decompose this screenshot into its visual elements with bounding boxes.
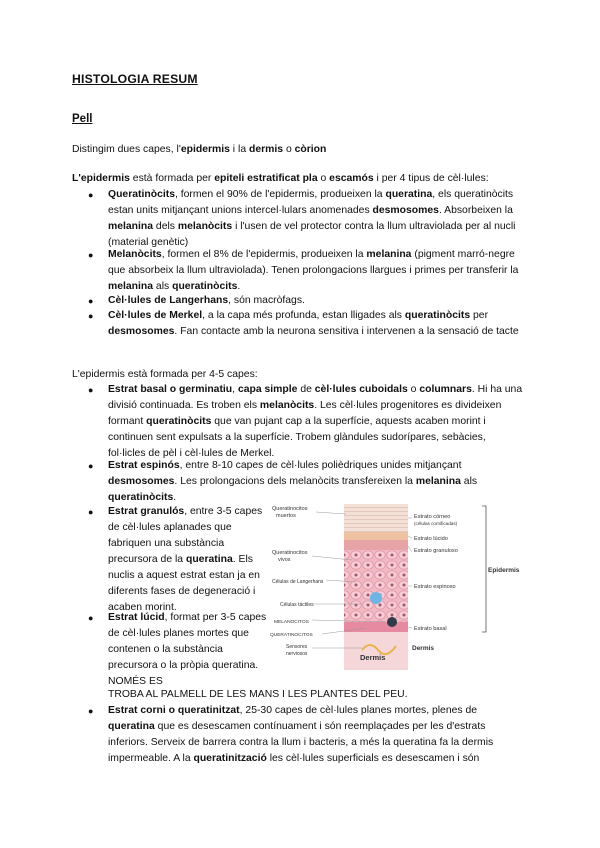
label-keratinocytes-dead-2: muertos xyxy=(276,513,296,519)
label-stratum-basale: Estrato basal xyxy=(414,626,447,632)
list-item-melanocits: ● Melanòcits, formen el 8% de l'epidermis, produeixen la melanina (pigment marró-negre que absorbeix la llum ultraviolada). Tenen prolongacions llargues i primes per transferir la melanina als queratinòcits. xyxy=(88,249,519,292)
label-stratum-spinosum: Estrato espinoso xyxy=(414,584,456,590)
bullet-icon: ● xyxy=(88,706,94,716)
melanocyte-icon xyxy=(387,617,397,627)
label-dermis-right: Dermis xyxy=(412,645,435,652)
epidermis-diagram xyxy=(266,500,528,674)
langerhans-cell-icon xyxy=(370,592,382,604)
stratum-basale-layer xyxy=(344,622,408,632)
label-keratinocytes-alive: Queratinocitos xyxy=(272,550,308,556)
label-keratinocytes-dead: Queratinocitos xyxy=(272,506,308,512)
label-melanocytes: MELANOCITOS xyxy=(274,620,309,625)
stratum-corneum-layer xyxy=(344,504,408,532)
label-stratum-corneum: Estrato córneo xyxy=(414,514,451,520)
section-heading: Pell xyxy=(72,113,93,125)
label-langerhans: Células de Langerhans xyxy=(272,579,324,585)
label-nerve-sensors-2: nerviosos xyxy=(286,651,308,657)
list-item-estrat-granulos: ● Estrat granulós, entre 3-5 capes de cèl·lules aplanades que fabriquen una substància precursora de la queratina. Els nuclis a aquest estrat estan ja en diferents fases de degeneració i acaben morint. xyxy=(88,506,263,613)
list-item-merkel: ● Cèl·lules de Merkel, a la capa més profunda, estan lligades als queratinòcits per desmosomes. Fan contacte amb la neurona sensitiva i intervenen a la sensació de tacte xyxy=(88,310,519,337)
list-item-queratinocits: ● Queratinòcits, formen el 90% de l'epidermis, produeixen la queratina, els queratinòcits estan units mitjançant unions intercel·lulars anomenades desmosomes. Absorbeixen la melanina dels melanòcits i l'usen de vel protector contra la llum ultraviolada per al nucli (material genètic) xyxy=(88,189,516,248)
bullet-icon: ● xyxy=(88,385,94,395)
list-item-estrat-lucid: ● Estrat lúcid, format per 3-5 capes de cèl·lules planes mortes que contenen o la substància precursora o la pròpia queratina. NOMÉS ES xyxy=(88,612,267,687)
bullet-icon: ● xyxy=(88,507,94,517)
epidermis-intro: L'epidermis està formada per epiteli estratificat pla o escamós i per 4 tipus de cèl·lules: xyxy=(72,173,489,184)
label-epidermis: Epidermis xyxy=(488,567,520,574)
bullet-icon: ● xyxy=(88,461,94,471)
dermis-layer xyxy=(344,632,408,670)
bullet-icon: ● xyxy=(88,613,94,623)
label-tactile-cells: Células táctiles xyxy=(280,602,314,608)
doc-title: HISTOLOGIA RESUM xyxy=(72,72,198,86)
bullet-icon: ● xyxy=(88,311,94,321)
label-dermis: Dermis xyxy=(360,653,386,662)
bullet-icon: ● xyxy=(88,250,94,260)
label-stratum-granulosum: Estrato granuloso xyxy=(414,548,458,554)
bullet-icon: ● xyxy=(88,190,94,200)
stratum-granulosum-layer xyxy=(344,540,408,550)
label-keratinocytes-alive-2: vivos xyxy=(278,557,291,563)
stratum-spinosum-layer xyxy=(344,550,408,628)
bullet-icon: ● xyxy=(88,296,94,306)
label-nerve-sensors: Sensores xyxy=(286,644,308,650)
stratum-lucidum-layer xyxy=(344,532,408,540)
list-item-estrat-basal: ● Estrat basal o germinatiu, capa simple de cèl·lules cuboidals o columnars. Hi ha una divisió continuada. Es troben els melanòcits. Les cèl·lules progenitores es divideixen formant queratinòcits que van pujant cap a la superfície, aquests acaben morint i continuen sent expulsats a la superfície. Trobem glàndules sudorípares, sebàcies, fol·licles de pèl i cèl·lules de Merkel. xyxy=(88,384,523,459)
label-stratum-lucidum: Estrato lúcido xyxy=(414,536,448,542)
list-item-estrat-corni: ● Estrat corni o queratinitzat, 25-30 capes de cèl·lules planes mortes, plenes de queratina que es desescamen contínuament i són reemplaçades per les d'estrats inferiors. Serveix de barrera contra la llum i bacteris, a més la queratina fa la dermis impermeable. A la queratinització les cèl·lules superficials es desescamen i són xyxy=(88,705,494,764)
label-stratum-corneum-note: (células cornificadas) xyxy=(414,521,458,526)
layers-intro: L'epidermis està formada per 4-5 capes: xyxy=(72,369,258,380)
lucid-continuation: TROBA AL PALMELL DE LES MANS I LES PLANTES DEL PEU. xyxy=(108,689,408,700)
list-item-langerhans: ● Cèl·lules de Langerhans, són macròfags. xyxy=(108,293,526,309)
label-keratinocytes-caps: QUERATINOCITOS xyxy=(270,633,313,638)
intro-paragraph: Distingim dues capes, l'epidermis i la dermis o còrion xyxy=(72,144,327,155)
list-item-estrat-espinos: ● Estrat espinós, entre 8-10 capes de cèl·lules polièdriques unides mitjançant desmosomes. Les prolongacions dels melanòcits transfereixen la melanina als queratinòcits. xyxy=(88,460,478,503)
